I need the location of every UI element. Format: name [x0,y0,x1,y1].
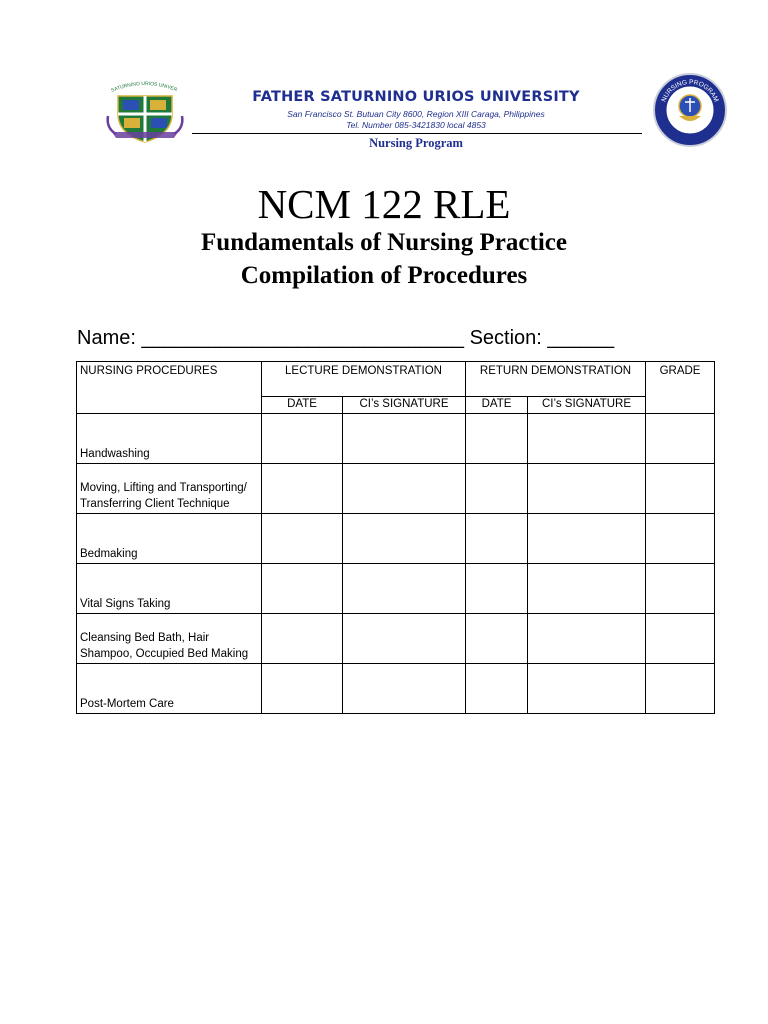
university-name: FATHER SATURNINO URIOS UNIVERSITY [252,89,580,105]
return-signature-cell [528,414,646,464]
course-title: NCM 122 RLE [257,181,511,227]
lecture-signature-cell [343,664,466,714]
procedure-name: Cleansing Bed Bath, Hair Shampoo, Occupied Bed Making [77,614,262,664]
return-date-cell [466,614,528,664]
grade-cell [646,514,715,564]
university-logo [104,76,186,144]
table-row [77,464,715,514]
return-signature-cell [528,514,646,564]
university-phone: Tel. Number 085-3421830 local 4853 [346,120,486,130]
lecture-signature-cell [343,414,466,464]
subtitle-line2: Compilation of Procedures [240,262,528,289]
return-demo-header: RETURN DEMONSTRATION [466,362,646,397]
table-row [77,564,715,614]
return-date-cell [466,414,528,464]
lecture-date-cell [262,414,343,464]
lecture-date-cell [262,564,343,614]
return-signature-cell [528,614,646,664]
procedure-name: Post-Mortem Care [77,664,262,714]
university-address: San Francisco St. Butuan City 8600, Region XIII Caraga, Philippines [287,109,545,119]
lecture-demo-header: LECTURE DEMONSTRATION [262,362,466,397]
subtitle-line1: Fundamentals of Nursing Practice [201,229,567,256]
table-row [77,664,715,714]
procedure-name: Handwashing [77,414,262,464]
header-divider [192,133,642,134]
return-signature-cell [528,464,646,514]
svg-text:NURSING PROGRAM: NURSING PROGRAM [660,78,720,103]
grade-cell [646,664,715,714]
table-row [77,614,715,664]
program-name: Nursing Program [369,136,463,150]
return-date-cell [466,514,528,564]
lecture-signature-cell [343,464,466,514]
table-row [77,514,715,564]
nursing-program-seal [652,72,728,148]
return-date-cell [466,564,528,614]
return-date-cell [466,464,528,514]
table-row [77,414,715,464]
svg-text:FR. SATURNINO URIOS UNIVERSITY: SATURNINO URIOS UNIVER [110,80,179,94]
procedure-name: Bedmaking [77,514,262,564]
name-section-fields: Name: _____________________________ Section: ______ [77,327,615,349]
return-date-cell [466,664,528,714]
svg-text:1993: 1993 [682,127,698,135]
grade-cell [646,464,715,514]
procedure-name: Vital Signs Taking [77,564,262,614]
lecture-signature-cell [343,514,466,564]
lecture-signature-cell [343,614,466,664]
grade-cell [646,564,715,614]
grade-cell [646,414,715,464]
procedures-table [76,361,715,714]
return-signature-cell [528,664,646,714]
procedures-header: NURSING PROCEDURES [77,362,262,414]
return-signature-header: CI’s SIGNATURE [528,397,646,414]
procedure-name: Moving, Lifting and Transporting/ Transferring Client Technique [77,464,262,514]
lecture-date-cell [262,464,343,514]
lecture-date-header: DATE [262,397,343,414]
lecture-date-cell [262,514,343,564]
grade-cell [646,614,715,664]
return-date-header: DATE [466,397,528,414]
table-header-row [77,362,715,397]
lecture-signature-header: CI’s SIGNATURE [343,397,466,414]
return-signature-cell [528,564,646,614]
lecture-signature-cell [343,564,466,614]
lecture-date-cell [262,614,343,664]
grade-header: GRADE [646,362,715,414]
lecture-date-cell [262,664,343,714]
